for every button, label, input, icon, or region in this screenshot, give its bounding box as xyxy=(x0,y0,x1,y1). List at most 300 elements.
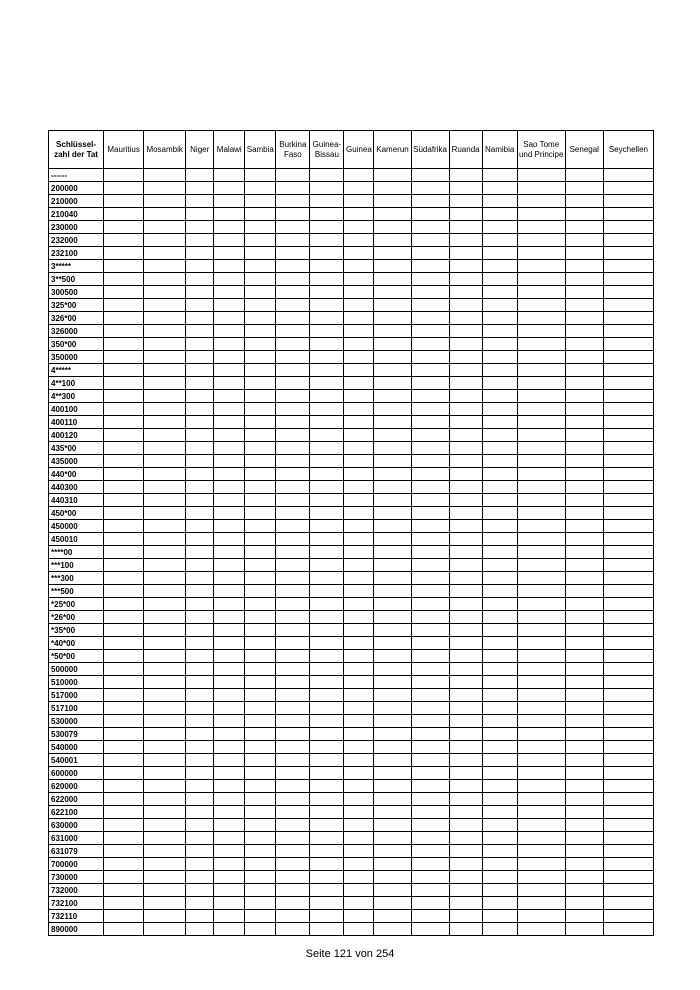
table-cell xyxy=(449,442,482,455)
table-cell xyxy=(104,546,144,559)
table-cell xyxy=(214,884,245,897)
row-key-cell: *25*00 xyxy=(49,598,104,611)
table-cell xyxy=(186,819,214,832)
table-cell xyxy=(374,221,411,234)
table-cell xyxy=(517,351,565,364)
table-cell xyxy=(245,689,276,702)
table-row xyxy=(49,351,654,364)
table-cell xyxy=(603,351,653,364)
table-cell xyxy=(276,338,310,351)
table-row xyxy=(49,234,654,247)
table-cell xyxy=(411,221,449,234)
table-cell xyxy=(603,299,653,312)
table-cell xyxy=(186,650,214,663)
table-cell xyxy=(517,728,565,741)
table-cell xyxy=(214,663,245,676)
row-key-cell: *50*00 xyxy=(49,650,104,663)
table-cell xyxy=(144,624,186,637)
table-cell xyxy=(517,871,565,884)
table-cell xyxy=(603,871,653,884)
table-cell xyxy=(449,312,482,325)
table-cell xyxy=(603,481,653,494)
table-cell xyxy=(245,637,276,650)
table-cell xyxy=(214,260,245,273)
table-cell xyxy=(276,351,310,364)
table-cell xyxy=(214,338,245,351)
table-cell xyxy=(603,455,653,468)
row-key-cell: 510000 xyxy=(49,676,104,689)
table-cell xyxy=(374,520,411,533)
table-cell xyxy=(310,338,344,351)
table-row xyxy=(49,455,654,468)
table-cell xyxy=(214,897,245,910)
table-cell xyxy=(276,182,310,195)
table-cell xyxy=(186,624,214,637)
table-cell xyxy=(245,273,276,286)
table-cell xyxy=(517,637,565,650)
table-cell xyxy=(411,741,449,754)
row-key-cell: 890000 xyxy=(49,923,104,936)
row-key-cell: 210040 xyxy=(49,208,104,221)
table-row xyxy=(49,728,654,741)
table-cell xyxy=(276,299,310,312)
table-row xyxy=(49,741,654,754)
table-cell xyxy=(144,182,186,195)
table-cell xyxy=(565,728,603,741)
table-cell xyxy=(449,923,482,936)
table-cell xyxy=(186,585,214,598)
row-key-cell: 440310 xyxy=(49,494,104,507)
table-cell xyxy=(449,559,482,572)
table-cell xyxy=(482,598,517,611)
table-cell xyxy=(214,676,245,689)
table-cell xyxy=(482,507,517,520)
row-key-cell: 4**100 xyxy=(49,377,104,390)
table-cell xyxy=(344,728,374,741)
table-cell xyxy=(310,910,344,923)
table-cell xyxy=(411,390,449,403)
table-cell xyxy=(245,858,276,871)
table-cell xyxy=(310,429,344,442)
table-cell xyxy=(603,403,653,416)
table-cell xyxy=(186,234,214,247)
table-cell xyxy=(374,546,411,559)
table-cell xyxy=(374,611,411,624)
table-cell xyxy=(344,299,374,312)
table-cell xyxy=(104,221,144,234)
table-cell xyxy=(245,546,276,559)
table-cell xyxy=(565,598,603,611)
table-cell xyxy=(482,923,517,936)
table-cell xyxy=(449,182,482,195)
table-cell xyxy=(482,208,517,221)
row-key-cell: 435000 xyxy=(49,455,104,468)
table-cell xyxy=(603,325,653,338)
table-row xyxy=(49,572,654,585)
table-cell xyxy=(104,507,144,520)
table-cell xyxy=(104,637,144,650)
table-cell xyxy=(565,715,603,728)
table-cell xyxy=(214,845,245,858)
row-key-cell: 440300 xyxy=(49,481,104,494)
table-cell xyxy=(517,754,565,767)
table-cell xyxy=(449,728,482,741)
table-cell xyxy=(214,585,245,598)
table-cell xyxy=(482,169,517,182)
table-cell xyxy=(144,741,186,754)
table-cell xyxy=(482,728,517,741)
table-cell xyxy=(276,559,310,572)
table-row xyxy=(49,377,654,390)
table-cell xyxy=(245,351,276,364)
table-cell xyxy=(104,689,144,702)
table-cell xyxy=(603,390,653,403)
row-key-cell: 517000 xyxy=(49,689,104,702)
table-cell xyxy=(245,598,276,611)
table-cell xyxy=(449,715,482,728)
table-cell xyxy=(565,650,603,663)
row-key-cell: ***100 xyxy=(49,559,104,572)
table-cell xyxy=(186,780,214,793)
table-cell xyxy=(565,806,603,819)
table-cell xyxy=(344,416,374,429)
table-cell xyxy=(603,624,653,637)
table-cell xyxy=(344,884,374,897)
table-cell xyxy=(276,169,310,182)
row-key-cell: 450010 xyxy=(49,533,104,546)
table-cell xyxy=(603,572,653,585)
table-cell xyxy=(144,780,186,793)
table-cell xyxy=(517,624,565,637)
table-cell xyxy=(411,884,449,897)
table-cell xyxy=(517,182,565,195)
table-cell xyxy=(104,663,144,676)
table-cell xyxy=(565,325,603,338)
table-cell xyxy=(517,338,565,351)
table-cell xyxy=(565,442,603,455)
table-cell xyxy=(144,767,186,780)
table-cell xyxy=(276,897,310,910)
table-cell xyxy=(449,806,482,819)
table-cell xyxy=(276,442,310,455)
table-cell xyxy=(517,923,565,936)
table-cell xyxy=(104,169,144,182)
table-cell xyxy=(411,351,449,364)
table-cell xyxy=(310,754,344,767)
table-cell xyxy=(517,312,565,325)
table-cell xyxy=(411,715,449,728)
table-cell xyxy=(186,169,214,182)
column-header: Mosambik xyxy=(144,131,186,169)
table-cell xyxy=(144,806,186,819)
table-cell xyxy=(565,637,603,650)
table-cell xyxy=(344,910,374,923)
table-cell xyxy=(374,663,411,676)
column-header: Guinea-Bissau xyxy=(310,131,344,169)
table-cell xyxy=(449,585,482,598)
table-cell xyxy=(565,793,603,806)
table-cell xyxy=(186,884,214,897)
table-cell xyxy=(245,624,276,637)
table-cell xyxy=(517,806,565,819)
table-cell xyxy=(104,455,144,468)
table-cell xyxy=(449,780,482,793)
table-cell xyxy=(411,910,449,923)
table-cell xyxy=(104,884,144,897)
table-cell xyxy=(276,572,310,585)
table-cell xyxy=(482,182,517,195)
table-cell xyxy=(144,338,186,351)
table-cell xyxy=(565,390,603,403)
table-cell xyxy=(276,520,310,533)
table-cell xyxy=(144,845,186,858)
table-cell xyxy=(144,247,186,260)
table-cell xyxy=(310,247,344,260)
table-cell xyxy=(374,702,411,715)
table-cell xyxy=(104,325,144,338)
table-cell xyxy=(144,221,186,234)
table-row xyxy=(49,845,654,858)
table-cell xyxy=(144,884,186,897)
table-cell xyxy=(214,637,245,650)
table-cell xyxy=(310,299,344,312)
table-cell xyxy=(374,234,411,247)
table-cell xyxy=(411,507,449,520)
table-cell xyxy=(603,767,653,780)
table-cell xyxy=(245,481,276,494)
table-cell xyxy=(276,234,310,247)
table-cell xyxy=(214,650,245,663)
table-cell xyxy=(411,845,449,858)
table-cell xyxy=(214,312,245,325)
table-cell xyxy=(374,195,411,208)
row-key-cell: 732100 xyxy=(49,897,104,910)
table-cell xyxy=(449,702,482,715)
table-cell xyxy=(186,806,214,819)
table-cell xyxy=(344,312,374,325)
table-cell xyxy=(411,897,449,910)
table-cell xyxy=(411,429,449,442)
table-cell xyxy=(186,923,214,936)
table-cell xyxy=(310,871,344,884)
table-cell xyxy=(344,676,374,689)
table-cell xyxy=(245,845,276,858)
row-key-cell: 232000 xyxy=(49,234,104,247)
table-cell xyxy=(276,663,310,676)
table-cell xyxy=(104,403,144,416)
table-cell xyxy=(374,260,411,273)
table-cell xyxy=(517,364,565,377)
table-cell xyxy=(104,624,144,637)
table-cell xyxy=(144,364,186,377)
table-cell xyxy=(565,585,603,598)
table-cell xyxy=(565,819,603,832)
table-cell xyxy=(104,611,144,624)
table-cell xyxy=(144,169,186,182)
table-cell xyxy=(276,819,310,832)
table-cell xyxy=(482,884,517,897)
table-cell xyxy=(517,663,565,676)
table-cell xyxy=(603,741,653,754)
table-cell xyxy=(603,416,653,429)
table-cell xyxy=(144,286,186,299)
table-cell xyxy=(374,364,411,377)
table-cell xyxy=(186,429,214,442)
table-cell xyxy=(374,481,411,494)
table-cell xyxy=(214,221,245,234)
table-cell xyxy=(104,247,144,260)
table-cell xyxy=(517,169,565,182)
table-cell xyxy=(276,494,310,507)
table-cell xyxy=(411,442,449,455)
table-cell xyxy=(449,819,482,832)
row-key-cell: 325*00 xyxy=(49,299,104,312)
table-row xyxy=(49,546,654,559)
table-cell xyxy=(565,520,603,533)
table-cell xyxy=(517,819,565,832)
table-cell xyxy=(449,858,482,871)
row-key-cell: 4**300 xyxy=(49,390,104,403)
table-cell xyxy=(186,260,214,273)
table-cell xyxy=(104,416,144,429)
table-cell xyxy=(603,702,653,715)
row-key-cell: 326*00 xyxy=(49,312,104,325)
table-cell xyxy=(517,260,565,273)
table-cell xyxy=(517,858,565,871)
table-row xyxy=(49,806,654,819)
table-cell xyxy=(565,832,603,845)
table-cell xyxy=(482,286,517,299)
table-cell xyxy=(144,312,186,325)
table-cell xyxy=(449,468,482,481)
table-cell xyxy=(482,312,517,325)
table-cell xyxy=(374,169,411,182)
table-cell xyxy=(374,299,411,312)
table-row xyxy=(49,676,654,689)
table-cell xyxy=(565,884,603,897)
table-cell xyxy=(374,819,411,832)
table-cell xyxy=(214,793,245,806)
table-cell xyxy=(517,715,565,728)
table-cell xyxy=(245,377,276,390)
table-cell xyxy=(276,845,310,858)
table-cell xyxy=(104,390,144,403)
table-cell xyxy=(245,247,276,260)
table-cell xyxy=(144,611,186,624)
table-cell xyxy=(482,546,517,559)
table-cell xyxy=(411,234,449,247)
table-cell xyxy=(482,793,517,806)
table-cell xyxy=(104,481,144,494)
table-cell xyxy=(104,442,144,455)
table-cell xyxy=(310,169,344,182)
table-cell xyxy=(276,208,310,221)
table-cell xyxy=(104,533,144,546)
table-cell xyxy=(214,520,245,533)
table-cell xyxy=(245,897,276,910)
table-cell xyxy=(374,923,411,936)
table-cell xyxy=(245,650,276,663)
row-key-cell: 620000 xyxy=(49,780,104,793)
table-cell xyxy=(565,897,603,910)
table-cell xyxy=(276,533,310,546)
table-row xyxy=(49,650,654,663)
table-cell xyxy=(449,403,482,416)
table-cell xyxy=(411,676,449,689)
table-cell xyxy=(344,559,374,572)
table-cell xyxy=(310,689,344,702)
table-cell xyxy=(411,286,449,299)
table-cell xyxy=(603,377,653,390)
table-cell xyxy=(144,403,186,416)
table-cell xyxy=(482,806,517,819)
table-cell xyxy=(374,741,411,754)
table-cell xyxy=(104,897,144,910)
column-header: Sao Tome und Principe xyxy=(517,131,565,169)
table-cell xyxy=(186,663,214,676)
table-cell xyxy=(482,481,517,494)
table-cell xyxy=(245,338,276,351)
table-cell xyxy=(144,650,186,663)
table-cell xyxy=(344,819,374,832)
table-cell xyxy=(245,767,276,780)
table-cell xyxy=(144,559,186,572)
table-cell xyxy=(517,507,565,520)
row-key-cell: 700000 xyxy=(49,858,104,871)
table-cell xyxy=(603,663,653,676)
table-cell xyxy=(411,208,449,221)
table-cell xyxy=(214,572,245,585)
table-cell xyxy=(449,325,482,338)
table-row xyxy=(49,312,654,325)
table-cell xyxy=(276,923,310,936)
table-cell xyxy=(374,780,411,793)
table-cell xyxy=(374,455,411,468)
table-cell xyxy=(104,572,144,585)
table-cell xyxy=(482,364,517,377)
table-cell xyxy=(245,429,276,442)
table-cell xyxy=(186,832,214,845)
table-cell xyxy=(603,780,653,793)
table-cell xyxy=(449,897,482,910)
table-cell xyxy=(245,403,276,416)
table-cell xyxy=(245,676,276,689)
table-cell xyxy=(411,559,449,572)
table-cell xyxy=(214,806,245,819)
table-cell xyxy=(411,533,449,546)
table-cell xyxy=(276,247,310,260)
table-cell xyxy=(603,637,653,650)
table-cell xyxy=(214,273,245,286)
row-key-cell: 440*00 xyxy=(49,468,104,481)
table-cell xyxy=(310,806,344,819)
table-cell xyxy=(374,325,411,338)
table-cell xyxy=(245,195,276,208)
table-cell xyxy=(603,884,653,897)
table-cell xyxy=(374,338,411,351)
table-cell xyxy=(186,598,214,611)
table-cell xyxy=(310,273,344,286)
table-cell xyxy=(144,637,186,650)
table-row xyxy=(49,338,654,351)
row-key-cell: 3**500 xyxy=(49,273,104,286)
table-cell xyxy=(214,468,245,481)
row-key-cell: 435*00 xyxy=(49,442,104,455)
table-cell xyxy=(104,728,144,741)
table-cell xyxy=(186,364,214,377)
table-row xyxy=(49,429,654,442)
table-cell xyxy=(411,260,449,273)
